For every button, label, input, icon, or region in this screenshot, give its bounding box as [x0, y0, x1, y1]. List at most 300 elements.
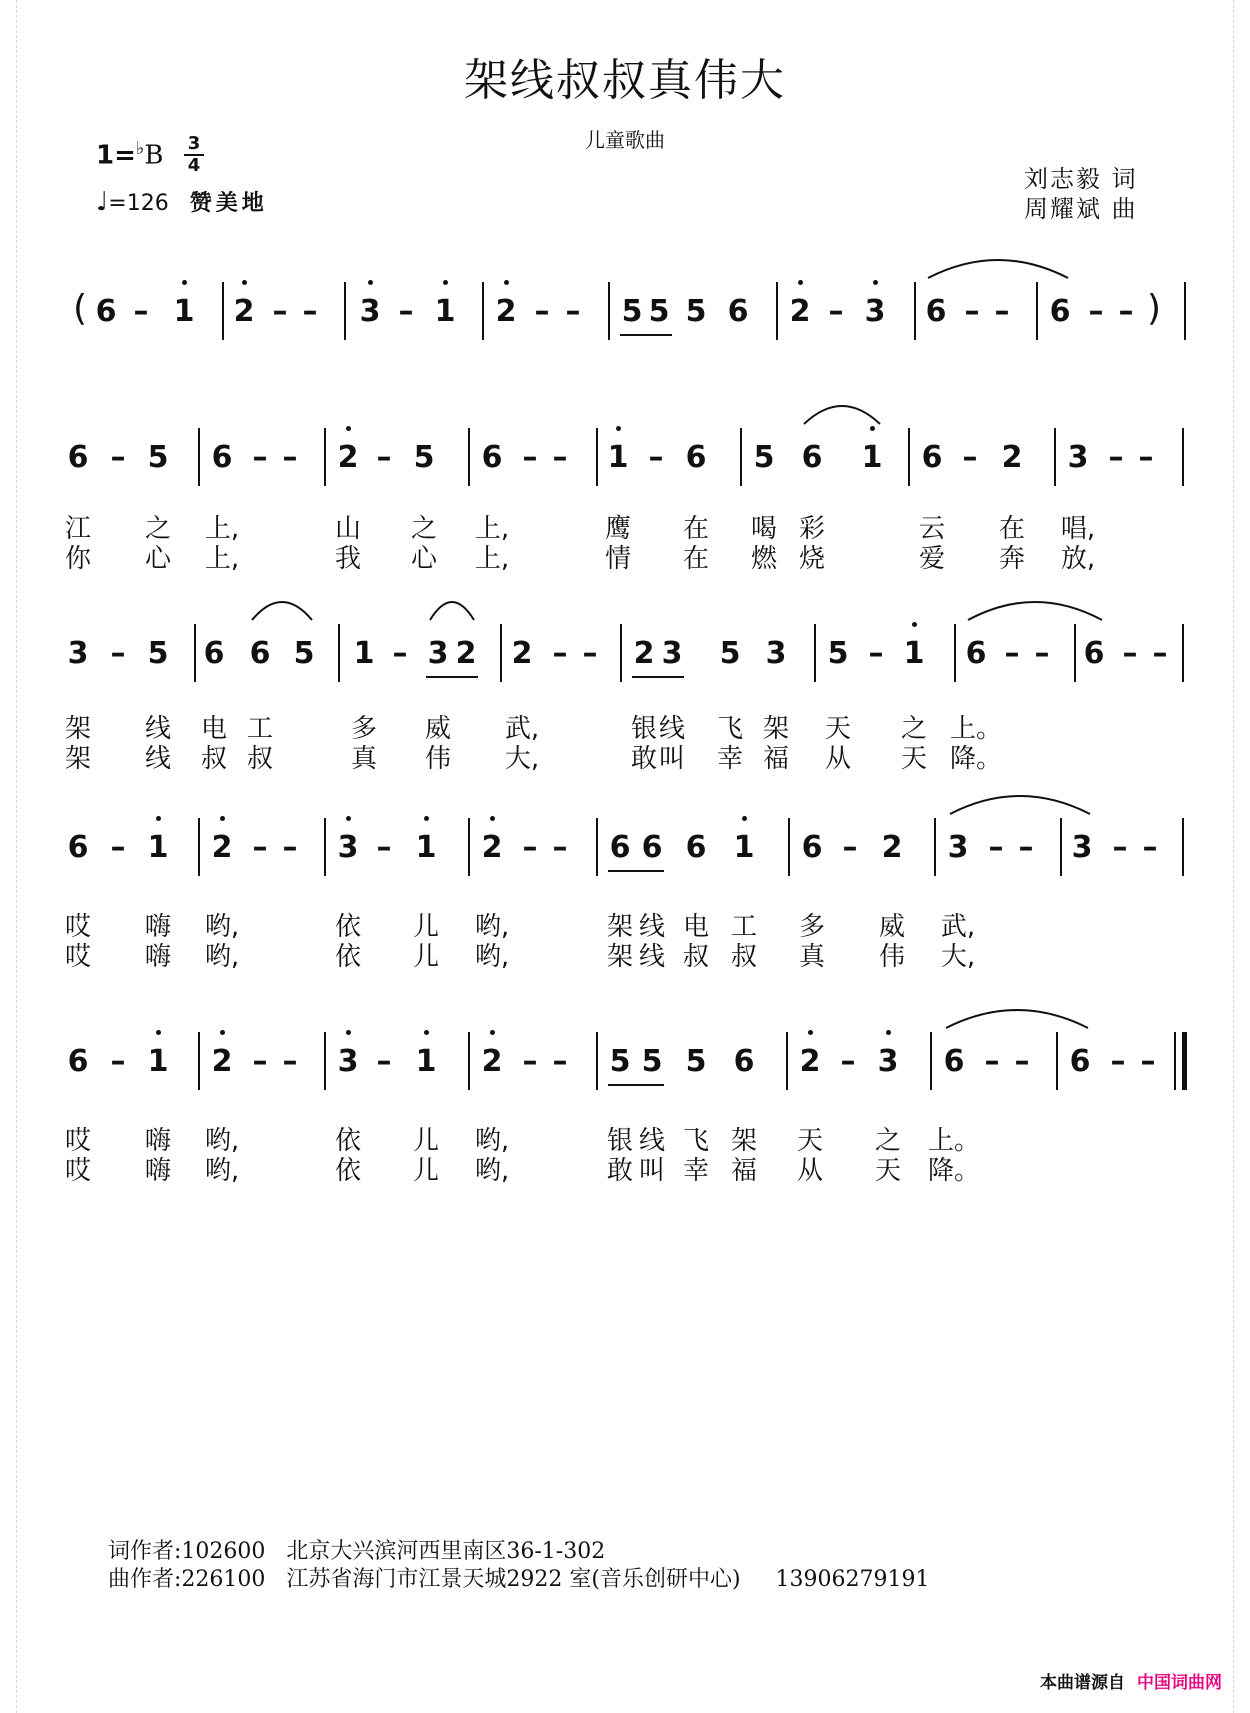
note: 6	[641, 830, 663, 865]
barline	[1184, 282, 1186, 340]
lyric-verse-1: 电	[200, 714, 228, 744]
dash: –	[282, 830, 298, 865]
note: 2	[481, 1044, 503, 1079]
lyric-verse-2: 伟	[878, 942, 906, 972]
credits	[1024, 164, 1138, 224]
lyric-verse-1: 山	[334, 514, 362, 544]
note: 2	[1001, 440, 1023, 475]
lyric-verse-1: 儿	[412, 1126, 440, 1156]
octave-dot	[490, 1030, 495, 1035]
dash: –	[1004, 636, 1020, 671]
octave-dot	[424, 1030, 429, 1035]
dash: –	[582, 636, 598, 671]
lyric-verse-2: 幸	[682, 1156, 710, 1186]
barline	[324, 818, 326, 876]
key-signature	[96, 138, 164, 171]
lyric-verse-2: 天	[874, 1156, 902, 1186]
note: 1	[415, 1044, 437, 1079]
source-prefix: 本曲谱源自	[1040, 1673, 1125, 1693]
note: 2	[233, 294, 255, 329]
barline	[482, 282, 484, 340]
lyric-verse-1: 云	[918, 514, 946, 544]
barline	[1074, 624, 1076, 682]
note: 2	[495, 294, 517, 329]
note: 2	[511, 636, 533, 671]
barline	[914, 282, 916, 340]
dash: –	[252, 830, 268, 865]
lyric-verse-1: 工	[246, 714, 274, 744]
barline	[324, 428, 326, 486]
lyric-verse-2: 线	[638, 942, 666, 972]
note: 2	[789, 294, 811, 329]
time-top: 3	[187, 133, 201, 154]
dash: –	[552, 1044, 568, 1079]
repeat-paren: )	[1146, 288, 1162, 329]
dash: –	[376, 830, 392, 865]
lyric-verse-1: 喝	[750, 514, 778, 544]
tempo-value: =126	[108, 191, 169, 216]
lyric-verse-2: 架	[606, 942, 634, 972]
lyric-verse-2: 天	[900, 744, 928, 774]
note: 3	[947, 830, 969, 865]
key-letter: B	[144, 140, 164, 171]
note: 6	[481, 440, 503, 475]
octave-dot	[346, 426, 351, 431]
dash: –	[994, 294, 1010, 329]
note: 5	[293, 636, 315, 671]
note: 2	[211, 830, 233, 865]
dash: –	[552, 830, 568, 865]
lyric-verse-2: 敢	[606, 1156, 634, 1186]
lyric-verse-1: 之	[874, 1126, 902, 1156]
lyric-verse-1: 线	[144, 714, 172, 744]
octave-dot	[220, 816, 225, 821]
note: 6	[925, 294, 947, 329]
note: 1	[353, 636, 375, 671]
lyric-verse-2: 福	[762, 744, 790, 774]
eighth-underline	[632, 676, 684, 678]
barline	[1036, 282, 1038, 340]
lyric-verse-1: 威	[424, 714, 452, 744]
barline	[468, 1032, 470, 1090]
dash: –	[376, 1044, 392, 1079]
lyric-verse-1: 工	[730, 912, 758, 942]
note: 2	[481, 830, 503, 865]
note: 1	[733, 830, 755, 865]
time-bottom: 4	[184, 154, 204, 176]
barline	[1182, 1032, 1187, 1090]
barline	[786, 1032, 788, 1090]
note: 6	[1049, 294, 1071, 329]
dash: –	[842, 830, 858, 865]
octave-dot	[220, 1030, 225, 1035]
note: 1	[607, 440, 629, 475]
lyrics-block-2	[0, 708, 1250, 774]
dash: –	[1152, 636, 1168, 671]
lyric-verse-2: 你	[64, 544, 92, 574]
note: 6	[1083, 636, 1105, 671]
lyric-verse-2: 上,	[204, 544, 240, 574]
dash: –	[868, 636, 884, 671]
octave-dot	[490, 816, 495, 821]
lyric-verse-2: 哎	[64, 942, 92, 972]
lyric-verse-1: 嗨	[144, 1126, 172, 1156]
barline	[1182, 818, 1184, 876]
time-signature	[184, 134, 204, 176]
lyric-verse-1: 哎	[64, 912, 92, 942]
note: 6	[801, 440, 823, 475]
barline	[194, 624, 196, 682]
lyric-verse-2: 哟,	[474, 1156, 510, 1186]
barline	[596, 818, 598, 876]
note: 1	[434, 294, 456, 329]
lyric-verse-1: 架	[762, 714, 790, 744]
slur	[926, 250, 1070, 280]
lyric-verse-1: 架	[606, 912, 634, 942]
lyric-verse-2: 从	[824, 744, 852, 774]
dash: –	[110, 830, 126, 865]
barline	[1182, 624, 1184, 682]
lyric-verse-1: 依	[334, 912, 362, 942]
barline	[344, 282, 346, 340]
lyric-verse-1: 哟,	[204, 1126, 240, 1156]
dash: –	[840, 1044, 856, 1079]
dash: –	[964, 294, 980, 329]
barline	[1182, 428, 1184, 486]
lyric-verse-1: 武,	[504, 714, 540, 744]
lyric-verse-1: 架	[730, 1126, 758, 1156]
lyric-verse-1: 线	[638, 912, 666, 942]
note: 6	[801, 830, 823, 865]
note: 3	[359, 294, 381, 329]
octave-dot	[616, 426, 621, 431]
barline	[198, 1032, 200, 1090]
lyric-verse-1: 在	[682, 514, 710, 544]
lyric-verse-2: 叔	[200, 744, 228, 774]
slur	[428, 592, 476, 622]
note: 3	[877, 1044, 899, 1079]
note: 6	[727, 294, 749, 329]
lyric-verse-2: 嗨	[144, 1156, 172, 1186]
lyricist-credit: 刘志毅 词	[1024, 165, 1138, 193]
notation-system-5	[0, 1032, 1250, 1092]
dash: –	[988, 830, 1004, 865]
lyric-verse-1: 上。	[949, 714, 1003, 744]
note: 2	[799, 1044, 821, 1079]
dash: –	[1088, 294, 1104, 329]
note: 5	[827, 636, 849, 671]
lyric-verse-2: 心	[144, 544, 172, 574]
lyric-verse-1: 之	[144, 514, 172, 544]
note: 2	[633, 636, 655, 671]
dash: –	[1122, 636, 1138, 671]
dash: –	[110, 1044, 126, 1079]
lyric-verse-1: 依	[334, 1126, 362, 1156]
note: 5	[719, 636, 741, 671]
barline	[954, 624, 956, 682]
note: 6	[211, 440, 233, 475]
barline	[814, 624, 816, 682]
note: 3	[1071, 830, 1093, 865]
note: 6	[685, 830, 707, 865]
lyric-verse-1: 之	[410, 514, 438, 544]
eighth-underline	[608, 870, 664, 872]
note: 3	[864, 294, 886, 329]
composer-credit: 周耀斌 曲	[1024, 195, 1138, 223]
eighth-underline	[426, 676, 478, 678]
note: 1	[147, 830, 169, 865]
lyric-verse-2: 架	[64, 744, 92, 774]
lyric-verse-2: 幸	[716, 744, 744, 774]
barline	[596, 1032, 598, 1090]
note: 3	[427, 636, 449, 671]
barline	[740, 428, 742, 486]
lyric-verse-2: 伟	[424, 744, 452, 774]
lyric-verse-1: 哎	[64, 1126, 92, 1156]
lyric-verse-2: 大,	[504, 744, 540, 774]
note: 6	[203, 636, 225, 671]
note: 6	[67, 830, 89, 865]
note: 2	[337, 440, 359, 475]
lyric-verse-1: 唱,	[1060, 514, 1096, 544]
lyric-verse-1: 银	[630, 714, 658, 744]
slur	[966, 592, 1104, 622]
note: 3	[337, 1044, 359, 1079]
lyric-verse-1: 武,	[940, 912, 976, 942]
dash: –	[376, 440, 392, 475]
barline	[620, 624, 622, 682]
dash: –	[282, 440, 298, 475]
note: 6	[943, 1044, 965, 1079]
lyric-verse-1: 儿	[412, 912, 440, 942]
lyric-verse-2: 依	[334, 942, 362, 972]
dash: –	[962, 440, 978, 475]
note: 5	[609, 1044, 631, 1079]
note: 6	[733, 1044, 755, 1079]
dash: –	[1112, 830, 1128, 865]
lyric-verse-2: 爱	[918, 544, 946, 574]
octave-dot	[368, 280, 373, 285]
note: 3	[661, 636, 683, 671]
source-site-link[interactable]: 中国词曲网	[1137, 1673, 1222, 1693]
barline	[198, 428, 200, 486]
octave-dot	[182, 280, 187, 285]
lyric-verse-2: 哟,	[204, 1156, 240, 1186]
barline	[1060, 818, 1062, 876]
lyric-verse-1: 天	[824, 714, 852, 744]
note: 6	[249, 636, 271, 671]
song-subtitle: 儿童歌曲	[585, 128, 665, 152]
note: 1	[861, 440, 883, 475]
dash: –	[828, 294, 844, 329]
lyric-verse-1: 架	[64, 714, 92, 744]
dash: –	[252, 1044, 268, 1079]
composer-address: 曲作者:226100 江苏省海门市江景天城2922 室(音乐创研中心) 13906279191	[108, 1567, 930, 1592]
dash: –	[522, 440, 538, 475]
eighth-underline	[620, 334, 672, 336]
dash: –	[552, 440, 568, 475]
octave-dot	[346, 816, 351, 821]
lyric-verse-1: 飞	[716, 714, 744, 744]
lyric-verse-2: 嗨	[144, 942, 172, 972]
dash: –	[133, 294, 149, 329]
lyric-verse-1: 线	[638, 1126, 666, 1156]
lyric-verse-1: 电	[682, 912, 710, 942]
dash: –	[522, 1044, 538, 1079]
note: 6	[965, 636, 987, 671]
slur	[802, 396, 882, 426]
lyric-verse-2: 从	[796, 1156, 824, 1186]
note: 5	[641, 1044, 663, 1079]
lyric-verse-1: 哟,	[474, 912, 510, 942]
octave-dot	[870, 426, 875, 431]
lyric-verse-2: 儿	[412, 942, 440, 972]
expression-mark: 赞美地	[189, 191, 268, 216]
lyric-verse-2: 叔	[730, 942, 758, 972]
lyrics-block-4	[0, 1120, 1250, 1186]
slur	[944, 1000, 1090, 1030]
dash: –	[272, 294, 288, 329]
lyric-verse-1: 之	[900, 714, 928, 744]
lyric-verse-1: 多	[350, 714, 378, 744]
note: 6	[921, 440, 943, 475]
dash: –	[398, 294, 414, 329]
octave-dot	[443, 280, 448, 285]
dash: –	[1118, 294, 1134, 329]
note: 5	[685, 1044, 707, 1079]
dash: –	[1018, 830, 1034, 865]
note: 6	[685, 440, 707, 475]
lyric-verse-1: 线	[658, 714, 686, 744]
dash: –	[392, 636, 408, 671]
lyric-verse-2: 哟,	[474, 942, 510, 972]
notation-system-3	[0, 624, 1250, 684]
dash: –	[534, 294, 550, 329]
dash: –	[1138, 440, 1154, 475]
note: 6	[1069, 1044, 1091, 1079]
octave-dot	[798, 280, 803, 285]
notation-system-1	[0, 282, 1250, 342]
octave-dot	[156, 816, 161, 821]
lyric-verse-1: 江	[64, 514, 92, 544]
lyric-verse-2: 依	[334, 1156, 362, 1186]
note: 2	[211, 1044, 233, 1079]
lyric-verse-2: 真	[350, 744, 378, 774]
lyric-verse-2: 叔	[246, 744, 274, 774]
octave-dot	[742, 816, 747, 821]
source-credit	[1040, 1668, 1222, 1693]
note: 1	[173, 294, 195, 329]
lyric-verse-1: 银	[606, 1126, 634, 1156]
lyric-verse-1: 哟,	[474, 1126, 510, 1156]
note: 5	[685, 294, 707, 329]
dash: –	[1110, 1044, 1126, 1079]
lyric-verse-2: 叫	[638, 1156, 666, 1186]
lyric-verse-2: 烧	[798, 544, 826, 574]
barline	[222, 282, 224, 340]
lyric-verse-2: 上,	[474, 544, 510, 574]
slur	[948, 786, 1092, 816]
barline	[1056, 1032, 1058, 1090]
note: 3	[1067, 440, 1089, 475]
lyric-verse-2: 燃	[750, 544, 778, 574]
lyric-verse-2: 降。	[949, 744, 1003, 774]
lyric-verse-2: 叫	[658, 744, 686, 774]
lyric-verse-1: 在	[998, 514, 1026, 544]
lyric-verse-2: 福	[730, 1156, 758, 1186]
dash: –	[1108, 440, 1124, 475]
lyric-verse-1: 多	[798, 912, 826, 942]
note: 6	[95, 294, 117, 329]
octave-dot	[808, 1030, 813, 1035]
lyric-verse-1: 上,	[474, 514, 510, 544]
note: 1	[903, 636, 925, 671]
octave-dot	[156, 1030, 161, 1035]
note: 5	[621, 294, 643, 329]
lyric-verse-2: 线	[144, 744, 172, 774]
dash: –	[110, 440, 126, 475]
lyrics-block-1	[0, 508, 1250, 574]
quarter-note-icon: ♩	[96, 187, 109, 217]
lyric-verse-1: 哟,	[204, 912, 240, 942]
dash: –	[110, 636, 126, 671]
key-prefix: 1=	[96, 140, 136, 171]
song-title: 架线叔叔真伟大	[464, 55, 786, 106]
contact-addresses	[108, 1538, 929, 1594]
dash: –	[1140, 1044, 1156, 1079]
lyric-verse-1: 鹰	[604, 514, 632, 544]
lyric-verse-1: 上。	[927, 1126, 981, 1156]
barline	[500, 624, 502, 682]
note: 3	[337, 830, 359, 865]
barline	[788, 818, 790, 876]
note: 6	[67, 440, 89, 475]
note: 5	[753, 440, 775, 475]
barline	[608, 282, 610, 340]
lyric-verse-1: 上,	[204, 514, 240, 544]
note: 1	[147, 1044, 169, 1079]
eighth-underline	[608, 1084, 664, 1086]
note: 6	[67, 1044, 89, 1079]
octave-dot	[886, 1030, 891, 1035]
lyric-verse-2: 我	[334, 544, 362, 574]
octave-dot	[912, 622, 917, 627]
dash: –	[282, 1044, 298, 1079]
lyric-verse-1: 嗨	[144, 912, 172, 942]
lyric-verse-1: 飞	[682, 1126, 710, 1156]
lyrics-block-3	[0, 906, 1250, 972]
lyric-verse-2: 降。	[927, 1156, 981, 1186]
note: 1	[415, 830, 437, 865]
lyric-verse-1: 彩	[798, 514, 826, 544]
lyric-verse-2: 儿	[412, 1156, 440, 1186]
dash: –	[522, 830, 538, 865]
octave-dot	[424, 816, 429, 821]
lyric-verse-1: 威	[878, 912, 906, 942]
lyric-verse-2: 在	[682, 544, 710, 574]
lyric-verse-2: 放,	[1060, 544, 1096, 574]
notation-system-2	[0, 428, 1250, 488]
barline	[338, 624, 340, 682]
lyric-verse-2: 叔	[682, 942, 710, 972]
lyric-verse-2: 哟,	[204, 942, 240, 972]
octave-dot	[504, 280, 509, 285]
dash: –	[1142, 830, 1158, 865]
notation-system-4	[0, 818, 1250, 878]
barline	[468, 818, 470, 876]
tempo-marking	[96, 186, 268, 217]
dash: –	[565, 294, 581, 329]
